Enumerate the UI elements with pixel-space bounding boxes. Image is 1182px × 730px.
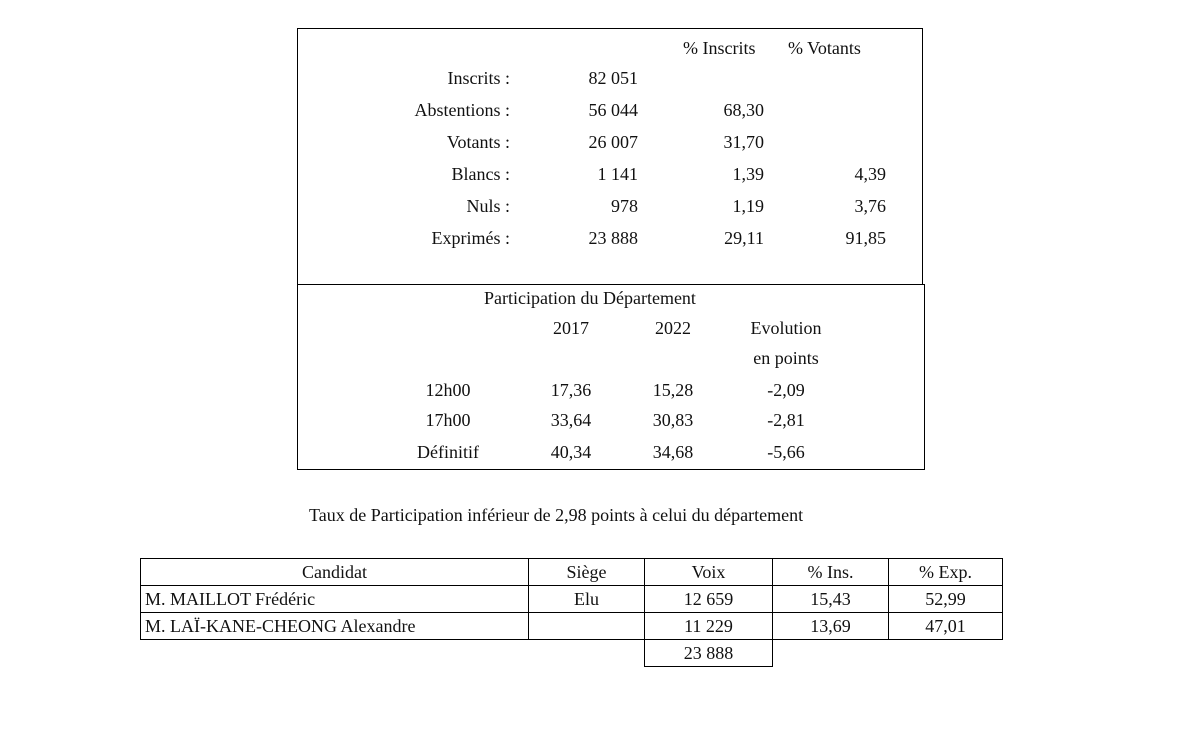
header-pct-exp: % Exp. [889, 559, 1003, 586]
row-label-blancs: Blancs : [451, 164, 510, 184]
candidate-pct-exp: 47,01 [889, 613, 1003, 640]
header-pct-ins: % Ins. [773, 559, 889, 586]
row-count-abstentions: 56 044 [588, 100, 638, 120]
row-count-nuls: 978 [611, 196, 638, 216]
row-pctins-votants: 31,70 [723, 132, 764, 152]
participation-label-12h: 12h00 [425, 380, 471, 400]
row-pctvot-nuls: 3,76 [854, 196, 886, 216]
candidate-name: M. LAÏ-KANE-CHEONG Alexandre [141, 613, 529, 640]
candidate-votes: 12 659 [645, 586, 773, 613]
participation-note: Taux de Participation inférieur de 2,98 points à celui du département [309, 505, 804, 525]
participation-evo-definitif: -5,66 [767, 442, 805, 462]
row-label-exprimes: Exprimés : [431, 228, 510, 248]
participation-title: Participation du Département [484, 288, 696, 308]
totals-row [141, 640, 1003, 667]
header-2017: 2017 [553, 318, 589, 338]
header-pct-inscrits: % Inscrits [683, 38, 756, 58]
header-candidat: Candidat [141, 559, 529, 586]
participation-label-17h: 17h00 [425, 410, 471, 430]
candidate-pct-ins: 15,43 [773, 586, 889, 613]
row-label-votants: Votants : [446, 132, 510, 152]
candidates-table [140, 558, 1003, 667]
participation-2022-definitif: 34,68 [652, 442, 694, 462]
candidate-seat: Elu [529, 586, 645, 613]
candidate-votes: 11 229 [645, 613, 773, 640]
row-count-inscrits: 82 051 [588, 68, 638, 88]
participation-evo-17h: -2,81 [767, 410, 805, 430]
row-pctins-abstentions: 68,30 [723, 100, 764, 120]
participation-evo-12h: -2,09 [767, 380, 805, 400]
row-count-exprimes: 23 888 [588, 228, 638, 248]
participation-box [297, 284, 925, 470]
participation-2022-12h: 15,28 [652, 380, 694, 400]
row-pctvot-blancs: 4,39 [854, 164, 886, 184]
header-evolution: Evolution [750, 318, 822, 338]
candidate-name: M. MAILLOT Frédéric [141, 586, 529, 613]
header-pct-votants: % Votants [788, 38, 861, 58]
header-evolution-unit: en points [753, 348, 819, 368]
participation-label-definitif: Définitif [417, 442, 479, 462]
candidate-pct-ins: 13,69 [773, 613, 889, 640]
row-label-inscrits: Inscrits : [447, 68, 510, 88]
row-label-abstentions: Abstentions : [414, 100, 510, 120]
row-pctvot-exprimes: 91,85 [845, 228, 886, 248]
header-voix: Voix [645, 559, 773, 586]
candidate-seat [529, 613, 645, 640]
candidates-header-row [141, 559, 1003, 586]
candidate-pct-exp: 52,99 [889, 586, 1003, 613]
participation-2022-17h: 30,83 [652, 410, 694, 430]
row-count-blancs: 1 141 [597, 164, 638, 184]
row-count-votants: 26 007 [588, 132, 638, 152]
table-row [141, 586, 1003, 613]
total-votes: 23 888 [645, 640, 773, 667]
header-2022: 2022 [655, 318, 691, 338]
table-row [141, 613, 1003, 640]
header-siege: Siège [529, 559, 645, 586]
row-pctins-exprimes: 29,11 [724, 228, 764, 248]
row-pctins-blancs: 1,39 [732, 164, 764, 184]
participation-2017-17h: 33,64 [550, 410, 592, 430]
participation-2017-definitif: 40,34 [550, 442, 592, 462]
row-label-nuls: Nuls : [466, 196, 510, 216]
row-pctins-nuls: 1,19 [732, 196, 764, 216]
participation-2017-12h: 17,36 [550, 380, 592, 400]
results-box [297, 28, 923, 284]
